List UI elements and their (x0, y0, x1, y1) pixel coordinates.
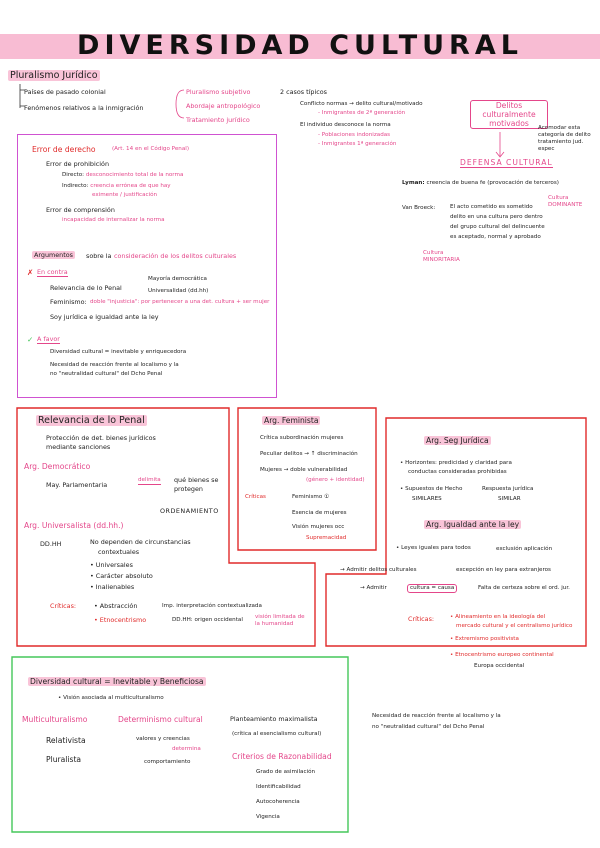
determina: determina (172, 746, 201, 752)
indirecto-label: Indirecto: (62, 183, 89, 189)
favor-necesidad-2: no "neutralidad cultural" del Dcho Penal (50, 371, 163, 377)
criterio: Autocoherencia (256, 799, 300, 805)
diversidad-necesidad: Necesidad de reacción frente al localismo y la (372, 713, 501, 719)
vanbroeck-line: El acto cometido es sometido (450, 204, 533, 210)
error-header: Error de derecho (32, 145, 96, 154)
ddhh: DD.HH (40, 540, 62, 548)
bienes-1: qué bienes se (174, 476, 219, 484)
cultura-minoritaria: Cultura MINORITARIA (423, 250, 460, 263)
error-comprension: Error de comprensión (46, 206, 115, 214)
delitos-header: Delitos culturalmente motivados (470, 100, 548, 129)
seg-leyes: • Leyes iguales para todos (396, 545, 471, 551)
seg-crit: • Extremismo positivista (450, 636, 519, 642)
relevancia-header: Relevancia de lo Penal (38, 415, 145, 426)
multiculturalismo: Multiculturalismo (22, 715, 88, 724)
a-favor: A favor (37, 335, 60, 343)
etnocentrismo: • Etnocentrismo (94, 616, 147, 624)
seg-exclusion: exclusión aplicación (496, 546, 553, 552)
seguridad-header: Arg. Seg Jurídica (426, 436, 489, 445)
feminista-criticas: Críticas (245, 494, 266, 500)
case-b: El individuo desconoce la norma (300, 122, 391, 128)
supremacia: Supremacidad (306, 535, 347, 541)
seg-excepcion: excepción en ley para extranjeros (456, 567, 551, 573)
seg-item: conductas consideradas prohibidas (408, 469, 507, 475)
branch-subjetivo: Pluralismo subjetivo (186, 88, 251, 96)
seg-similares: SIMILARES (412, 496, 442, 502)
seg-supuesto: • Supuestos de Hecho (400, 486, 463, 492)
feminista-header: Arg. Feminista (264, 416, 319, 425)
seg-crit: • Etnocentrismo europeo continental (450, 652, 554, 658)
seg-crit: • Alineamiento en la ideología del (450, 614, 546, 620)
ddhh-item: • Universales (90, 561, 133, 569)
seg-admitir2-post: Falta de certeza sobre el ord. jur. (478, 585, 570, 591)
contra-x: ✗ (27, 268, 34, 277)
feminista-genero: (género + identidad) (306, 477, 365, 483)
delimita: delimita (138, 477, 161, 483)
contra-universalidad: Universalidad (dd.hh) (148, 288, 209, 294)
argumentos-header: Argumentos (34, 251, 73, 259)
valores: valores y creencias (136, 736, 190, 742)
branch-juridico: Tratamiento jurídico (186, 116, 250, 124)
proteccion-line-1: Protección de det. bienes jurídicos (46, 434, 156, 442)
case-b-sub: - Inmigrantes 1ª generación (318, 141, 397, 147)
branch-antropologico: Abordaje antropológico (186, 102, 261, 110)
arg-democratico: Arg. Democrático (24, 462, 91, 471)
argumentos-header-pink: consideración de los delitos culturales (114, 252, 237, 260)
feminismo-text: doble "injusticia": por pertenecer a una det. cultura + ser mujer (90, 299, 270, 305)
error-prohibicion: Error de prohibición (46, 160, 109, 168)
seg-admitir2-box: cultura = causa (407, 584, 457, 593)
favor-check: ✓ (27, 335, 34, 344)
vanbroeck-label: Van Broeck: (402, 205, 436, 211)
criterio: Vigencia (256, 814, 280, 820)
may-parlamentaria: May. Parlamentaria (46, 481, 108, 489)
seg-criticas: Críticas: (408, 615, 435, 623)
comportamiento: comportamiento (144, 759, 191, 765)
seg-item: • Horizontes: predicidad y claridad para (400, 460, 512, 466)
feminismo-label: Feminismo: (50, 298, 87, 306)
abstraccion: • Abstracción (94, 602, 138, 610)
bienes-2: protegen (174, 485, 203, 493)
seg-crit: mercado cultural y el centralismo jurídico (456, 623, 573, 629)
critica-esencialismo: (crítica al esencialismo cultural) (232, 731, 322, 737)
indirecto-text: creencia errónea de que hay (90, 183, 171, 189)
vanbroeck-line: delito en una cultura pero dentro (450, 214, 543, 220)
defensa-cultural: DEFENSA CULTURAL (460, 158, 553, 167)
directo-text: desconocimiento total de la norma (85, 172, 184, 178)
relativista: Relativista (46, 736, 86, 745)
ddhh-item: • Carácter absoluto (90, 572, 153, 580)
igualdad-header: Arg. Igualdad ante la ley (426, 520, 520, 529)
argumentos-header-rest: sobre la (86, 252, 112, 260)
diversidad-vision: • Visión asociada al multiculturalismo (58, 695, 164, 701)
feminista-critica: Feminismo ① (292, 494, 330, 500)
favor-inevitable: Diversidad cultural = inevitable y enriquecedora (50, 349, 187, 355)
abstraccion-result: Imp. interpretación contextualizada (162, 603, 262, 609)
en-contra: En contra (37, 268, 68, 276)
diversidad-header: Diversidad cultural = Inevitable y Beneficiosa (30, 677, 204, 686)
directo-label: Directo: (62, 172, 85, 178)
visiones: visión limitada de la humanidad (255, 614, 305, 627)
feminista-item: Peculiar delitos → ↑ discriminación (260, 451, 358, 457)
seg-similar: SIMILAR (498, 496, 521, 502)
arg-universalista: Arg. Universalista (dd.hh.) (24, 521, 124, 530)
pluralista: Pluralista (46, 755, 82, 764)
cultura-dominante: Cultura DOMINANTE (548, 195, 583, 208)
types-title: 2 casos típicos (280, 88, 327, 96)
error-ref: (Art. 14 en el Código Penal) (112, 146, 190, 152)
favor-necesidad: Necesidad de reacción frente al localismo y la (50, 362, 179, 368)
case-a-sub: - Inmigrantes de 2ª generación (318, 110, 406, 116)
comprension-note: incapacidad de internalizar la norma (62, 217, 165, 223)
criterio: Identificabilidad (256, 784, 301, 790)
pluralismo-item: Fenómenos relativos a la inmigración (24, 104, 144, 112)
lyman-text: creencia de buena fe (provocación de terceros) (426, 180, 559, 186)
planteamiento: Planteamiento maximalista (230, 715, 318, 723)
page-title: DIVERSIDAD CULTURAL (77, 30, 523, 61)
vanbroeck-line: es aceptado, normal y aprobado (450, 234, 541, 240)
relevancia-criticas: Críticas: (50, 602, 77, 610)
contra-relevancia: Relevancia de lo Penal (50, 284, 122, 292)
criterios-header: Criterios de Razonabilidad (232, 752, 332, 761)
seg-admitir2-pre: → Admitir (360, 585, 387, 591)
vanbroeck-line: del grupo cultural del delincuente (450, 224, 545, 230)
ddhh-item: No dependen de circunstancias (90, 538, 191, 546)
feminista-item: Crítica subordinación mujeres (260, 435, 344, 441)
case-b-sub: - Poblaciones indonizadas (318, 132, 391, 138)
feminista-critica: Visión mujeres occ (292, 524, 345, 530)
feminista-item: Mujeres → doble vulnerabilidad (260, 467, 348, 473)
seg-europa: Europa occidental (474, 663, 525, 669)
diversidad-necesidad-2: no "neutralidad cultural" del Dcho Penal (372, 724, 485, 730)
case-a: Conflicto normas → delito cultural/motivado (300, 101, 423, 107)
determinismo: Determinismo cultural (118, 715, 203, 724)
criterio: Grado de asimilación (256, 769, 316, 775)
ordenamiento: ORDENAMIENTO (160, 507, 219, 515)
lyman-label: Lyman: (402, 180, 425, 186)
etnocentrismo-result: DD.HH: origen occidental (172, 617, 243, 623)
pluralismo-item: Países de pasado colonial (24, 88, 106, 96)
feminista-critica: Esencia de mujeres (292, 510, 347, 516)
proteccion-line-2: mediante sanciones (46, 443, 111, 451)
indirecto-text-2: eximente / justificación (92, 192, 158, 198)
delitos-note: Acomodar esta categoría de delito tratamiento jud. espec (538, 125, 591, 152)
contra-mayoria: Mayoría democrática (148, 276, 207, 282)
seg-respuesta: Respuesta jurídica (482, 486, 534, 492)
pluralismo-header: Pluralismo Jurídico (10, 70, 98, 81)
ddhh-item: contextuales (98, 548, 140, 556)
seg-admitir: → Admitir delitos culturales (340, 567, 417, 573)
contra-soy: Soy jurídica e igualdad ante la ley (50, 313, 159, 321)
ddhh-item: • Inalienables (90, 583, 135, 591)
